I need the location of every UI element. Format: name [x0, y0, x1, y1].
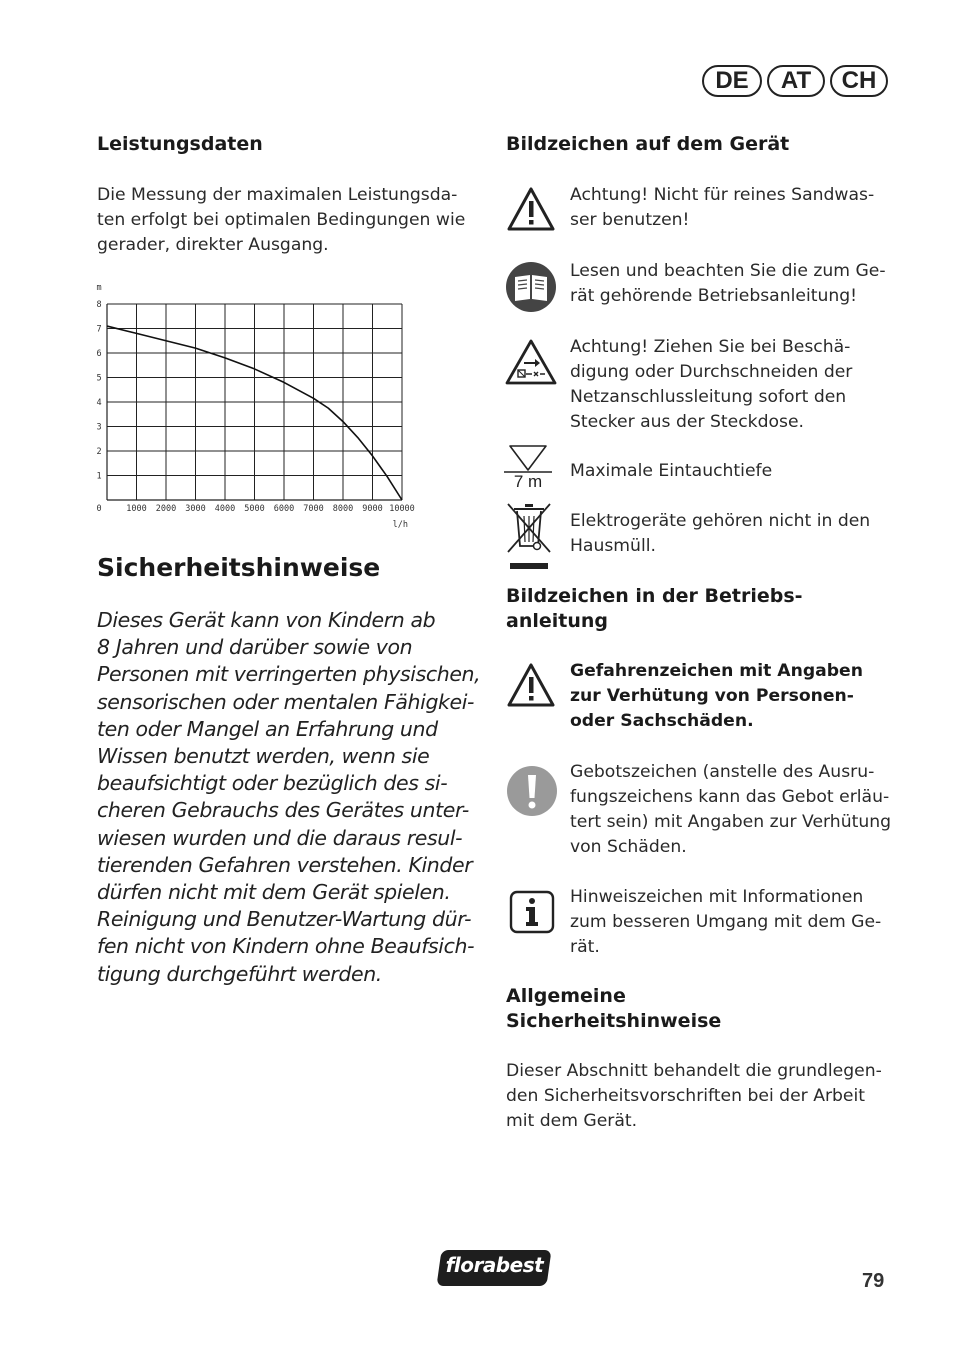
text-line: rät. — [570, 937, 600, 957]
warning-triangle-icon — [506, 186, 556, 232]
x-tick-label: 3000 — [185, 504, 206, 514]
y-tick-label: 6 — [96, 349, 102, 359]
text-line: Gebotszeichen (anstelle des Ausru- — [570, 762, 875, 782]
x-tick-label: 6000 — [273, 504, 295, 514]
x-tick-label: 10000 — [389, 504, 415, 514]
crossed-bin-icon — [504, 500, 554, 572]
text-line: Lesen und beachten Sie die zum Ge- — [570, 261, 886, 281]
text-line: digung oder Durchschneiden der — [570, 362, 853, 382]
unplug-warning-icon — [504, 338, 558, 386]
x-tick-label: 5000 — [244, 504, 265, 514]
x-tick-label: 9000 — [362, 504, 383, 514]
text-line: tigung durchgeführt werden. — [97, 961, 382, 986]
text-line: zum besseren Umgang mit dem Ge- — [570, 912, 882, 932]
x-tick-label: 0 — [96, 504, 102, 514]
immersion-depth-icon — [504, 444, 552, 494]
text-line: rät gehörende Betriebsanleitung! — [570, 286, 858, 306]
y-tick-label: 8 — [96, 300, 102, 310]
y-tick-label: 2 — [96, 447, 102, 457]
text-line: Achtung! Ziehen Sie bei Beschä- — [570, 337, 851, 357]
device-symbols-heading: Bildzeichen auf dem Gerät — [506, 133, 790, 155]
text-line: Dieses Gerät kann von Kindern ab — [97, 608, 436, 632]
text-line: beaufsichtigt oder bezüglich des si- — [97, 771, 448, 796]
performance-heading: Leistungsdaten — [97, 133, 263, 155]
text-line: sensorischen oder mentalen Fähigkei- — [97, 689, 475, 714]
symbol-text-danger — [570, 659, 863, 734]
warning-triangle-icon — [506, 662, 556, 708]
text-line: zur Verhütung von Personen- — [570, 686, 854, 706]
text-line: Wissen benutzt werden, wenn sie — [97, 744, 430, 769]
symbol-text-sandwater — [570, 183, 874, 233]
florabest-logo — [436, 1250, 551, 1286]
text-line: 8 Jahren und darüber sowie von — [97, 635, 413, 660]
performance-text — [97, 183, 465, 258]
symbol-text-bin — [570, 509, 870, 559]
immersion-depth-label: 7 m — [513, 472, 543, 491]
safety-heading: Sicherheitshinweise — [97, 553, 381, 582]
x-tick-label: 7000 — [303, 504, 324, 514]
performance-chart — [90, 280, 430, 532]
y-tick-label: 7 — [96, 324, 102, 335]
symbol-text-manual — [570, 259, 886, 309]
text-line: den Sicherheitsvorschriften bei der Arbeit — [506, 1086, 866, 1106]
text-line: oder Sachschäden. — [570, 711, 754, 731]
badge-at: AT — [767, 65, 825, 97]
text-line: Netzanschlussleitung sofort den — [570, 387, 847, 407]
text-line: Maximale Eintauchtiefe — [570, 461, 773, 481]
page-number: 79 — [862, 1270, 885, 1292]
heading-line: Sicherheitshinweise — [506, 1010, 722, 1032]
y-tick-label: 5 — [96, 373, 102, 384]
text-line: fen nicht von Kindern ohne Beaufsich- — [97, 934, 475, 959]
badge-de: DE — [702, 65, 762, 97]
text-line: cheren Gebrauchs des Gerätes unter- — [97, 798, 469, 823]
text-line: Dieser Abschnitt behandelt die grundlegen- — [506, 1061, 882, 1081]
logo-text: florabest — [445, 1253, 544, 1277]
text-line: Hausmüll. — [570, 536, 656, 556]
text-line: tierenden Gefahren verstehen. Kinder — [97, 852, 473, 877]
heading-line: Bildzeichen in der Betriebs- — [506, 585, 803, 607]
heading-line: anleitung — [506, 610, 608, 632]
text-line: Gefahrenzeichen mit Angaben — [570, 661, 863, 681]
manual-symbols-heading — [506, 584, 803, 634]
manual-book-icon — [505, 261, 557, 313]
text-line: ten erfolgt bei optimalen Bedingungen wie — [97, 210, 466, 230]
y-tick-label: 1 — [96, 471, 102, 482]
symbol-text-unplug — [570, 335, 852, 435]
text-line: ten oder Mangel an Erfahrung und — [97, 716, 438, 741]
y-tick-label: 4 — [96, 398, 102, 408]
text-line: von Schäden. — [570, 837, 687, 857]
symbol-text-mandatory — [570, 760, 891, 860]
x-tick-label: 8000 — [332, 504, 354, 514]
heading-line: Allgemeine — [506, 985, 626, 1007]
text-line: dürfen nicht mit dem Gerät spielen. — [97, 880, 451, 905]
general-safety-text — [506, 1059, 882, 1134]
text-line: Die Messung der maximalen Leistungsda- — [97, 185, 458, 205]
text-line: Stecker aus der Steckdose. — [570, 412, 805, 432]
general-safety-heading — [506, 984, 721, 1034]
text-line: wiesen wurden und die daraus resul- — [97, 825, 463, 850]
text-line: Hinweiszeichen mit Informationen — [570, 887, 864, 907]
text-line: fungszeichens kann das Gebot erläu- — [570, 787, 890, 807]
x-tick-label: 1000 — [126, 504, 147, 514]
text-line: tert sein) mit Angaben zur Verhütung — [570, 812, 892, 832]
safety-text — [97, 607, 480, 988]
text-line: Elektrogeräte gehören nicht in den — [570, 511, 871, 531]
y-axis-label: m — [96, 283, 102, 293]
badge-ch: CH — [830, 65, 888, 97]
text-line: mit dem Gerät. — [506, 1111, 638, 1131]
mandatory-sign-icon — [506, 765, 558, 817]
text-line: Reinigung und Benutzer-Wartung dür- — [97, 907, 472, 932]
text-line: ser benutzen! — [570, 210, 690, 230]
text-line: Achtung! Nicht für reines Sandwas- — [570, 185, 875, 205]
symbol-text-info — [570, 885, 881, 960]
text-line: Personen mit verringerten physischen, — [97, 662, 481, 687]
y-tick-label: 3 — [96, 422, 102, 433]
text-line: gerader, direkter Ausgang. — [97, 235, 329, 255]
x-tick-label: 4000 — [214, 504, 236, 514]
x-axis-label: l/h — [392, 520, 408, 530]
symbol-text-depth — [570, 459, 772, 484]
x-tick-label: 2000 — [155, 504, 177, 514]
info-icon — [509, 890, 555, 934]
